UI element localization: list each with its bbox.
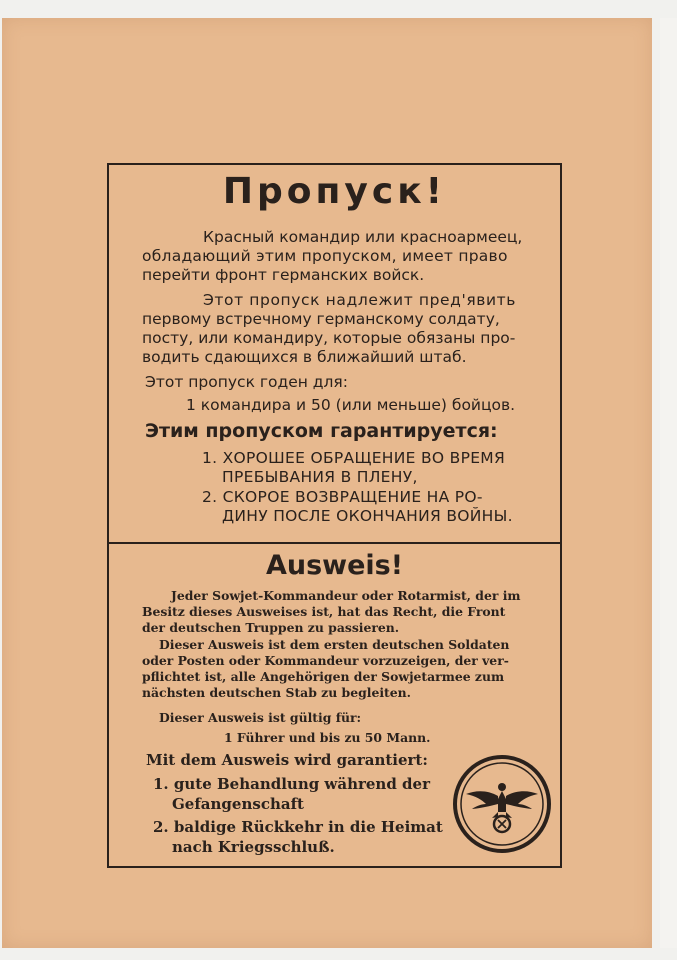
ru-valid-for: Этот пропуск годен для: [145, 373, 348, 391]
de-p1-line: der deutschen Truppen zu passieren. [142, 620, 400, 635]
ru-guarantee-heading: Этим пропуском гарантируется: [145, 420, 498, 442]
de-p2-line: oder Posten oder Kommandeur vorzuzeigen, der ver- [142, 653, 509, 668]
de-condition: nach Kriegsschluß. [172, 838, 335, 856]
de-count: 1 Führer und bis zu 50 Mann. [224, 730, 431, 745]
ru-p2-line: первому встречному германскому солдату, [142, 310, 500, 328]
de-p1-line: Jeder Sowjet-Kommandeur oder Rotarmist, der im [171, 588, 521, 603]
ru-p1-line: перейти фронт германских войск. [142, 266, 425, 284]
german-panel [109, 544, 560, 865]
de-condition: Gefangenschaft [172, 795, 304, 813]
ru-p1-line: Красный командир или красноармеец, [203, 228, 523, 246]
de-condition: 1. gute Behandlung während der [153, 775, 430, 793]
ru-p2-line: водить сдающихся в ближайший штаб. [142, 348, 467, 366]
de-p1-line: Besitz dieses Ausweises ist, hat das Recht, die Front [142, 604, 506, 619]
de-guarantee-heading: Mit dem Ausweis wird garantiert: [146, 751, 428, 769]
ru-p1-line: обладающий этим пропуском, имеет право [142, 247, 508, 265]
pass-frame [107, 163, 562, 868]
de-p2-line: pflichtet ist, alle Angehörigen der Sowjetarmee zum [142, 669, 505, 684]
russian-panel [109, 165, 560, 544]
ru-condition: ДИНУ ПОСЛЕ ОКОНЧАНИЯ ВОЙНЫ. [222, 507, 513, 525]
ru-p2-line: посту, или командиру, которые обязаны про- [142, 329, 516, 347]
de-condition: 2. baldige Rückkehr in die Heimat [153, 818, 443, 836]
ru-p2-line: Этот пропуск надлежит пред'явить [203, 291, 517, 309]
page-edge [660, 18, 677, 948]
german-title: Ausweis! [265, 550, 404, 581]
de-valid-for: Dieser Ausweis ist gültig für: [159, 710, 362, 725]
ru-condition: ПРЕБЫВАНИЯ В ПЛЕНУ, [222, 468, 418, 486]
russian-title: Пропуск! [222, 171, 447, 212]
de-p2-line: nächsten deutschen Stab zu begleiten. [142, 685, 411, 700]
de-p2-line: Dieser Ausweis ist dem ersten deutschen Soldaten [159, 637, 510, 652]
ru-condition: 2. СКОРОЕ ВОЗВРАЩЕНИЕ НА РО- [202, 488, 483, 506]
ru-count: 1 командира и 50 (или меньше) бойцов. [186, 396, 516, 414]
ru-condition: 1. ХОРОШЕЕ ОБРАЩЕНИЕ ВО ВРЕМЯ [202, 449, 506, 467]
eagle-seal-icon [452, 754, 552, 854]
